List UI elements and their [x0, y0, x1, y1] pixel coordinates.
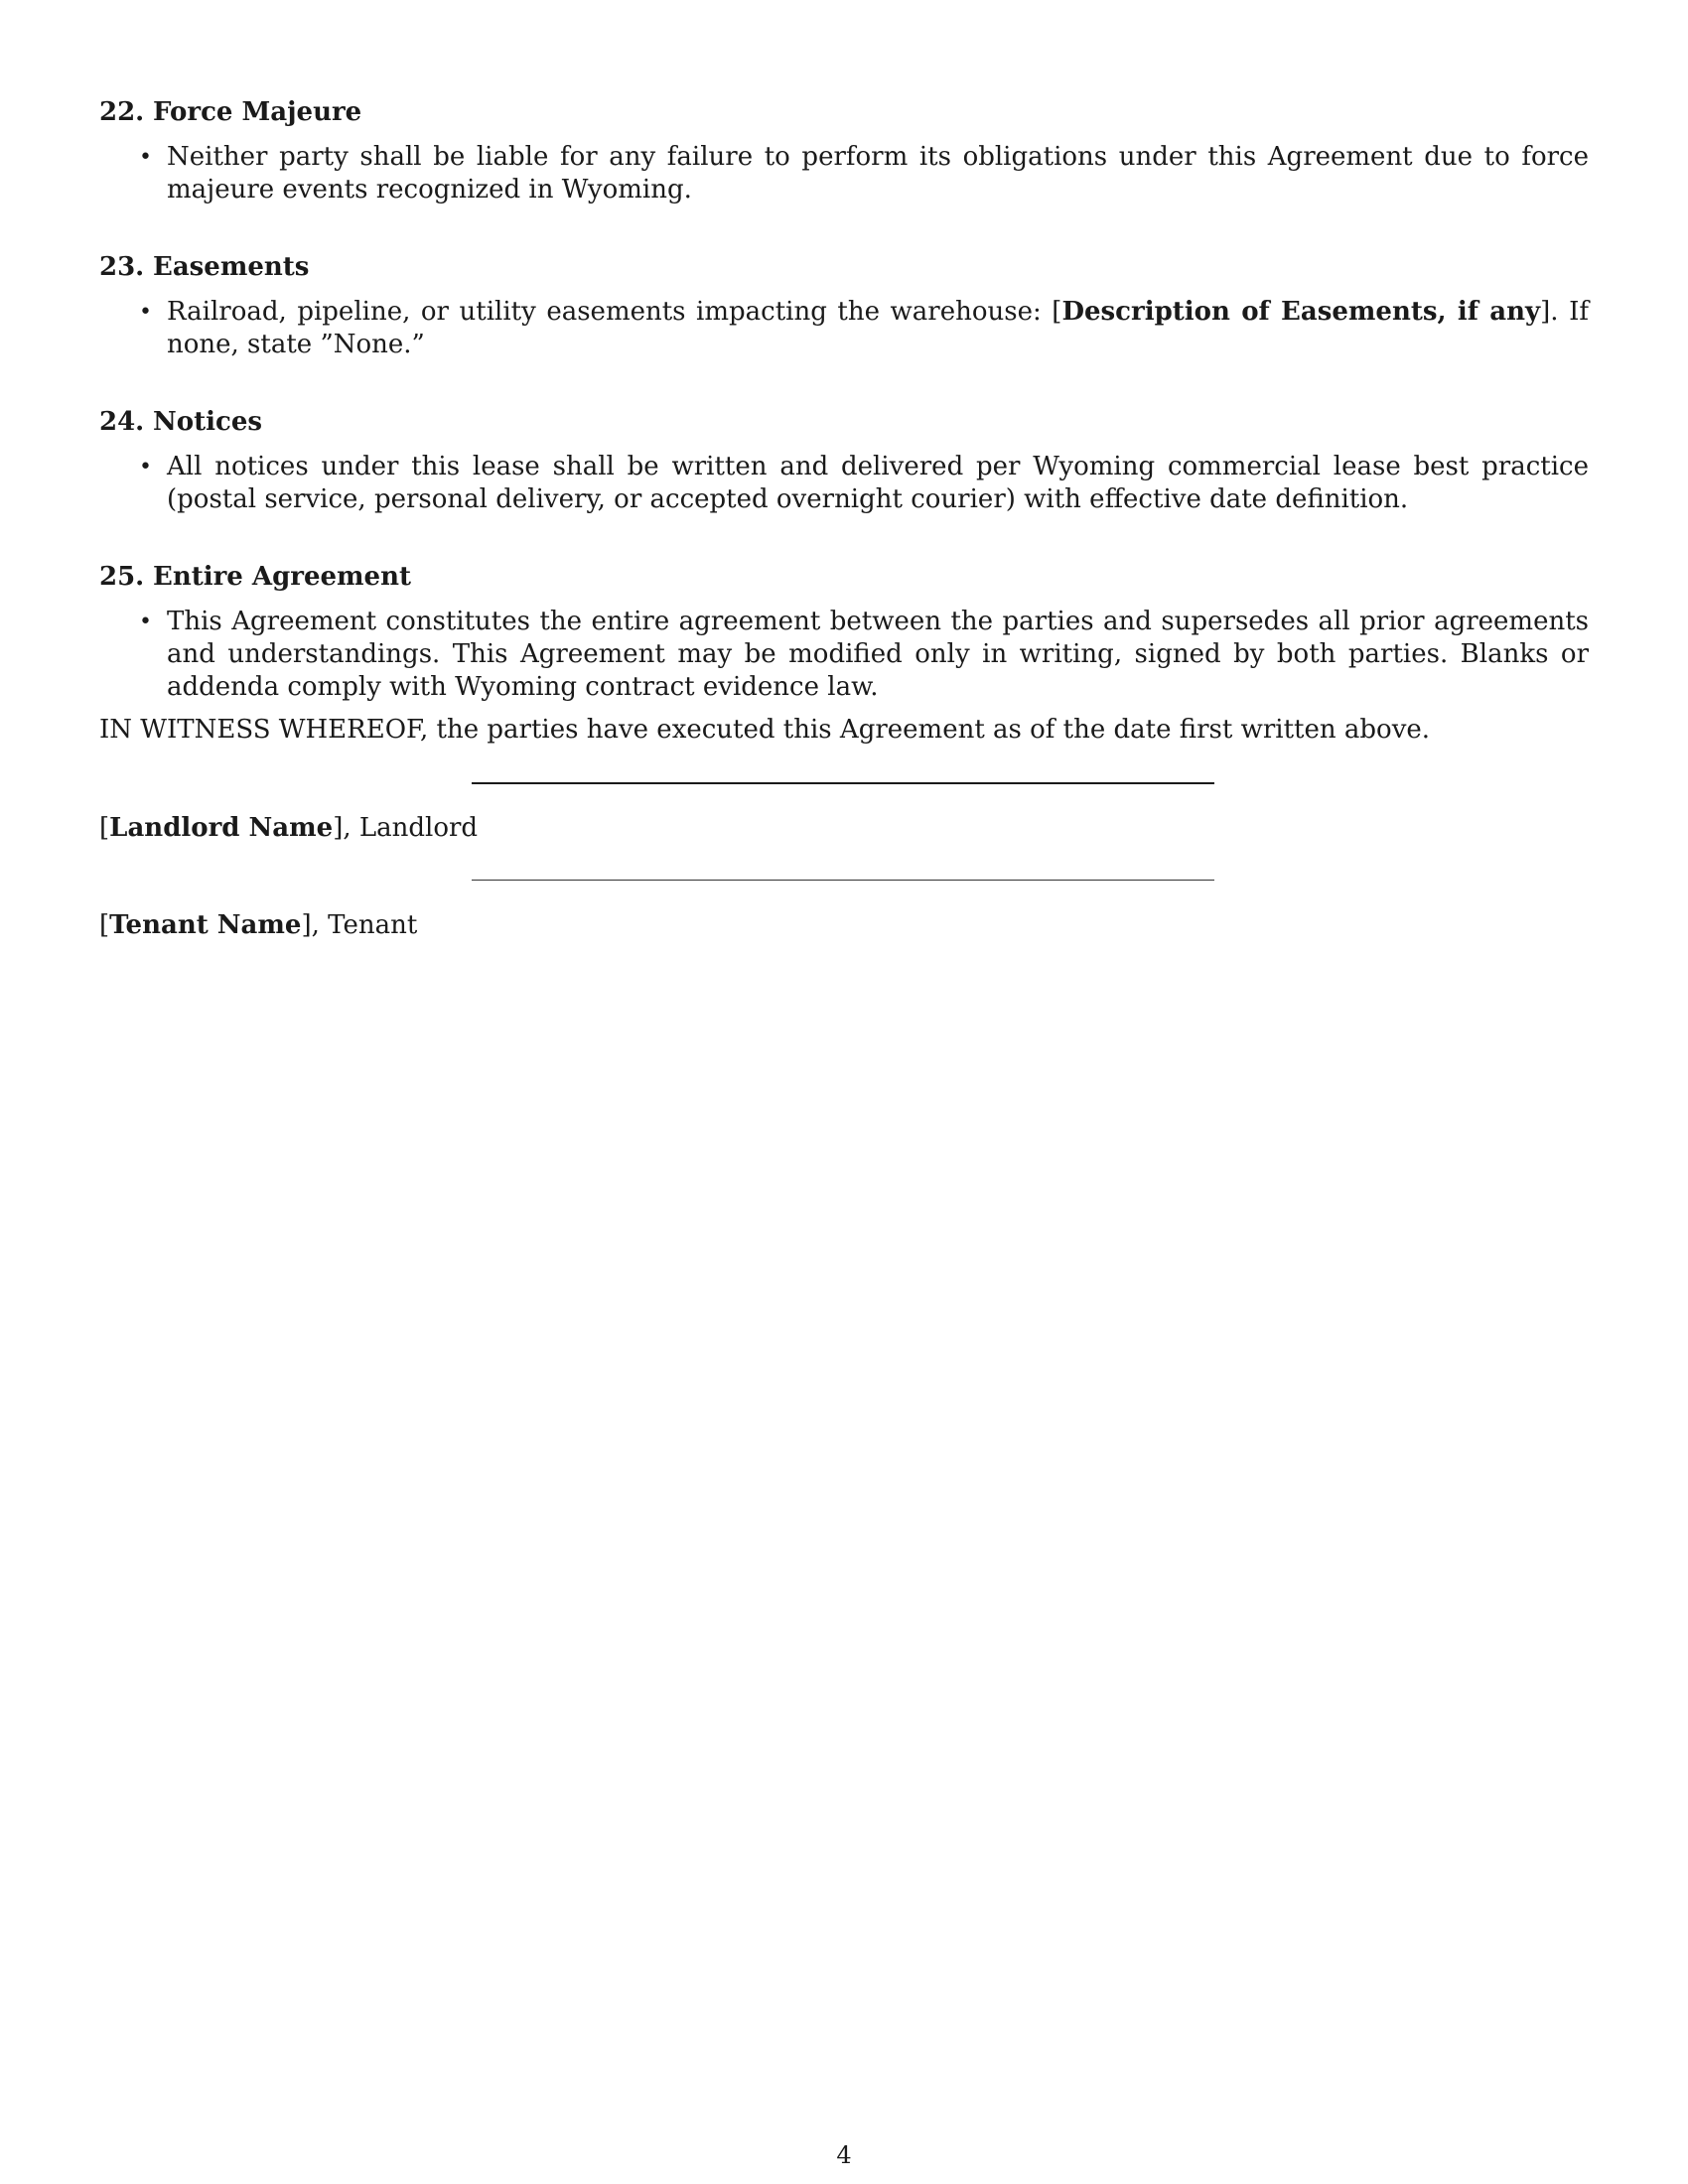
section-heading	[99, 95, 1589, 129]
section-title: Entire Agreement	[153, 562, 411, 592]
section-entire-agreement	[99, 560, 1589, 704]
section-title: Force Majeure	[153, 97, 362, 127]
section-heading	[99, 560, 1589, 594]
section-heading	[99, 250, 1589, 284]
item-text: This Agreement constitutes the entire agreement between the parties and supersedes all prior agreements and understandings. This Agreement may be modified only in writing, signed by both parties. Blanks or addenda comply with Wyoming contract evidence law.	[167, 607, 1589, 702]
bullet-list	[99, 451, 1589, 516]
section-number: 24.	[99, 407, 145, 437]
bracket-open: [	[99, 910, 110, 940]
item-text: Neither party shall be liable for any failure to perform its obligations under this Agreement due to force majeure events recognized in Wyoming.	[167, 142, 1589, 205]
landlord-signature-block	[99, 772, 1589, 870]
landlord-signature-line[interactable]	[472, 782, 1214, 784]
tenant-role: ], Tenant	[301, 910, 418, 940]
tenant-signature-block	[99, 870, 1589, 967]
bullet-icon: •	[139, 610, 152, 634]
page-number: 4	[836, 2141, 852, 2169]
section-easements	[99, 250, 1589, 361]
bullet-icon: •	[139, 455, 152, 479]
section-number: 23.	[99, 252, 145, 282]
list-item	[139, 451, 1589, 516]
landlord-signature-label	[99, 812, 478, 845]
list-item	[139, 296, 1589, 361]
witness-statement: IN WITNESS WHEREOF, the parties have executed this Agreement as of the date first written above.	[99, 715, 1431, 745]
list-item	[139, 606, 1589, 704]
tenant-signature-label	[99, 909, 417, 942]
section-number: 22.	[99, 97, 145, 127]
item-text-after: ]. If none, state ”None.”	[167, 297, 1589, 359]
document-page	[99, 95, 1589, 967]
section-number: 25.	[99, 562, 145, 592]
placeholder-easements: Description of Easements, if any	[1061, 297, 1541, 327]
tenant-name-placeholder: Tenant Name	[109, 910, 302, 940]
bullet-icon: •	[139, 145, 152, 170]
item-text: Railroad, pipeline, or utility easements impacting the warehouse: [	[167, 297, 1062, 327]
bullet-icon: •	[139, 300, 152, 325]
landlord-role: ], Landlord	[333, 813, 479, 843]
tenant-signature-line[interactable]	[472, 880, 1214, 881]
landlord-name-placeholder: Landlord Name	[109, 813, 334, 843]
section-title: Notices	[153, 407, 263, 437]
section-heading	[99, 405, 1589, 439]
section-title: Easements	[153, 252, 310, 282]
bullet-list	[99, 606, 1589, 704]
bracket-open: [	[99, 813, 110, 843]
section-notices	[99, 405, 1589, 516]
list-item	[139, 141, 1589, 206]
bullet-list	[99, 296, 1589, 361]
bullet-list	[99, 141, 1589, 206]
section-force-majeure	[99, 95, 1589, 206]
item-text: All notices under this lease shall be written and delivered per Wyoming commercial lease best practice (postal service, personal delivery, or accepted overnight courier) with effective date definition.	[167, 452, 1589, 514]
